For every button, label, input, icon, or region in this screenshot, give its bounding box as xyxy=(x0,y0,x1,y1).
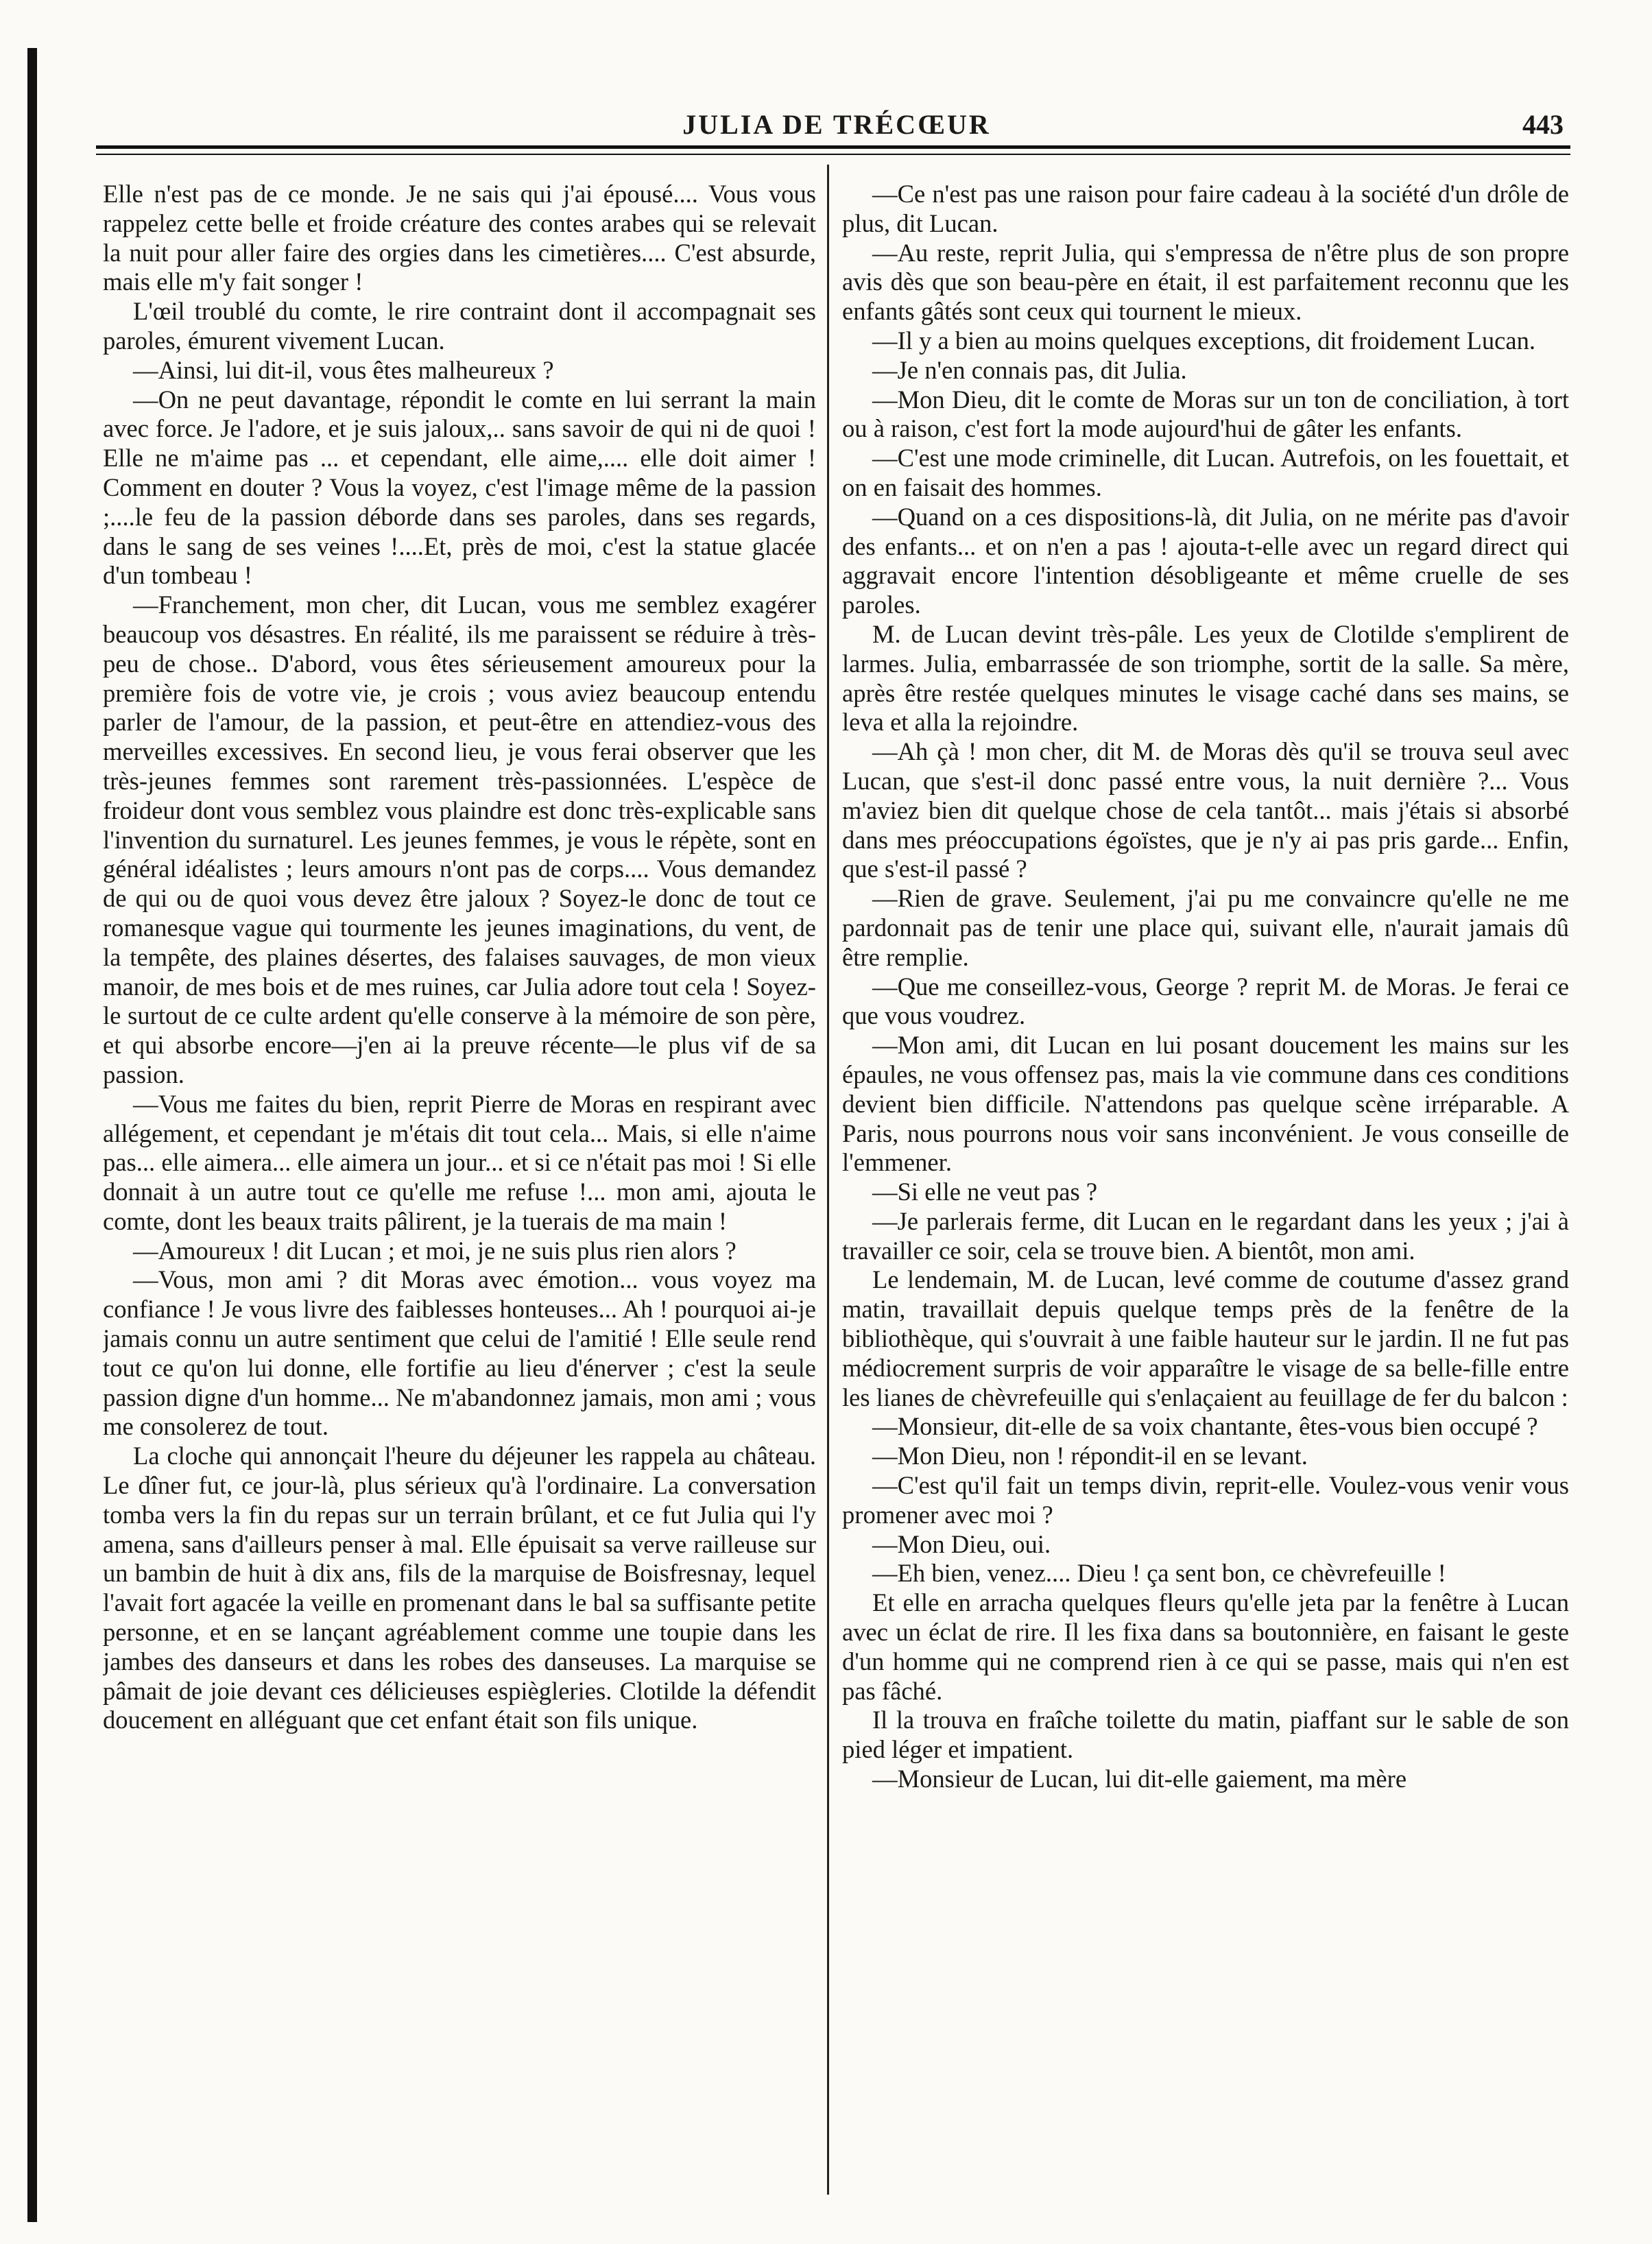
paragraph: —Au reste, reprit Julia, qui s'empressa de n'être plus de son propre avis dès que son beau-père en était, il est parfaitement reconnu que les enfants gâtés sont ceux qui tournent le mieux. xyxy=(842,238,1569,326)
running-title: JULIA DE TRÉCŒUR xyxy=(682,109,991,140)
paragraph: —Amoureux ! dit Lucan ; et moi, je ne suis plus rien alors ? xyxy=(133,1236,737,1265)
paragraph: —Mon Dieu, oui. xyxy=(872,1529,1051,1558)
running-header xyxy=(103,103,1570,144)
paragraph: Il la trouva en fraîche toilette du matin, piaffant sur le sable de son pied léger et impatient. xyxy=(842,1706,1569,1764)
scan-edge-bar xyxy=(27,48,37,2222)
paragraph: M. de Lucan devint très-pâle. Les yeux de Clotilde s'emplirent de larmes. Julia, embarrassée de son triomphe, sortit de la salle. Sa mère, après être restée quelques minutes le visage caché dans ses mains, se leva et alla la rejoindre. xyxy=(842,619,1569,737)
paragraph: Elle n'est pas de ce monde. Je ne sais qui j'ai épousé.... Vous vous rappelez cette belle et froide créature des contes arabes qui se relevait la nuit pour aller faire des orgies dans les cimetières.... C'est absurde, mais elle m'y fait songer ! xyxy=(103,180,816,296)
paragraph: Et elle en arracha quelques fleurs qu'elle jeta par la fenêtre à Lucan avec un éclat de rire. Il les fixa dans sa boutonnière, en faisant le geste d'un homme qui ne comprend rien à ce qui se passe, mais qui n'en est pas fâché. xyxy=(842,1588,1569,1705)
paragraph: —Mon ami, dit Lucan en lui posant doucement les mains sur les épaules, ne vous offensez pas, mais la vie commune dans ces conditions devient bien difficile. N'attendons pas quelque scène irréparable. A Paris, nous pourrons nous voir sans inconvénient. Je vous conseille de l'emmener. xyxy=(842,1031,1569,1177)
paragraph: —Quand on a ces dispositions-là, dit Julia, on ne mérite pas d'avoir des enfants... et on n'en a pas ! ajouta-t-elle avec un regard direct qui aggravait encore l'intention désobligeante et même cruelle de ses paroles. xyxy=(842,502,1569,619)
paragraph: —Vous, mon ami ? dit Moras avec émotion... vous voyez ma confiance ! Je vous livre des faiblesses honteuses... Ah ! pourquoi ai-je jamais connu un autre sentiment que celui de l'amitié ! Elle seule rend tout ce qu'on lui donne, elle fortifie au lieu d'énerver ; c'est la seule passion digne d'un homme... Ne m'abandonnez jamais, mon ami ; vous me consolerez de tout. xyxy=(103,1265,816,1441)
paragraph: —Je n'en connais pas, dit Julia. xyxy=(872,355,1187,384)
paragraph: —Si elle ne veut pas ? xyxy=(872,1178,1098,1206)
left-column xyxy=(103,180,816,2210)
paragraph: —Franchement, mon cher, dit Lucan, vous me semblez exagérer beaucoup vos désastres. En réalité, ils me paraissent se réduire à très-peu de chose.. D'abord, vous êtes sérieusement amoureux pour la première fois de votre vie, je crois ; vous aviez beaucoup entendu parler de l'amour, de la passion, et peut-être en attendiez-vous des merveilles excessives. En second lieu, je vous ferai observer que les très-jeunes femmes sont rarement très-passionnées. L'espèce de froideur dont vous semblez vous plaindre est donc très-explicable sans l'invention du surnaturel. Les jeunes femmes, je vous le répète, sont en général idéalistes ; leurs amours n'ont pas de corps.... Vous demandez de qui ou de quoi vous devez être jaloux ? Soyez-le donc de tout ce romanesque vague qui tourmente les jeunes imaginations, du vent, de la tempête, des plaines désertes, des falaises sauvages, de mon vieux manoir, de mes bois et de mes ruines, car Julia adore tout cela ! Soyez-le surtout de ce culte ardent qu'elle conserve à la mémoire de son père, et qui absorbe encore—j'en ai la preuve récente—le plus vif de sa passion. xyxy=(103,590,816,1088)
column-divider xyxy=(827,165,829,2195)
paragraph: L'œil troublé du comte, le rire contraint dont il accompagnait ses paroles, émurent vivement Lucan. xyxy=(103,297,816,355)
paragraph: —C'est une mode criminelle, dit Lucan. Autrefois, on les fouettait, et on en faisait des hommes. xyxy=(842,444,1569,501)
paragraph: —Eh bien, venez.... Dieu ! ça sent bon, ce chèvrefeuille ! xyxy=(872,1559,1446,1588)
paragraph: —Que me conseillez-vous, George ? reprit M. de Moras. Je ferai ce que vous voudrez. xyxy=(842,972,1569,1030)
right-column xyxy=(842,180,1569,2210)
paragraph: —Ce n'est pas une raison pour faire cadeau à la société d'un drôle de plus, dit Lucan. xyxy=(842,180,1569,237)
paragraph: —Ainsi, lui dit-il, vous êtes malheureux ? xyxy=(133,355,554,384)
header-rule-thin xyxy=(96,154,1570,155)
page-number: 443 xyxy=(1522,109,1564,140)
paragraph: —On ne peut davantage, répondit le comte en lui serrant la main avec force. Je l'adore, et je suis jaloux,.. sans savoir de qui ni de quoi ! Elle ne m'aime pas ... et cependant, elle aime,.... elle doit aimer ! Comment en douter ? Vous la voyez, c'est l'image même de la passion ;....le feu de la passion déborde dans ses paroles, dans ses regards, dans le sang de ses veines !....Et, près de moi, c'est la statue glacée d'un tombeau ! xyxy=(103,385,816,590)
paragraph: Le lendemain, M. de Lucan, levé comme de coutume d'assez grand matin, travaillait depuis quelque temps près de la fenêtre de la bibliothèque, qui s'ouvrait à une faible hauteur sur le jardin. Il ne fut pas médiocrement surpris de voir apparaître le visage de sa belle-fille entre les lianes de chèvrefeuille qui s'enlaçaient au feuillage de fer du balcon : xyxy=(842,1265,1569,1411)
paragraph: —Monsieur de Lucan, lui dit-elle gaiement, ma mère xyxy=(872,1765,1407,1793)
paragraph: —Ah çà ! mon cher, dit M. de Moras dès qu'il se trouva seul avec Lucan, que s'est-il donc passé entre vous, la nuit dernière ?... Vous m'aviez bien dit quelque chose de cela tantôt... mais j'étais si absorbé dans mes préoccupations égoïstes, que je n'y ai pas pris garde... Enfin, que s'est-il passé ? xyxy=(842,737,1569,883)
paragraph: La cloche qui annonçait l'heure du déjeuner les rappela au château. Le dîner fut, ce jour-là, plus sérieux qu'à l'ordinaire. La conversation tomba vers la fin du repas sur un terrain brûlant, et ce fut Julia qui l'y amena, sans d'ailleurs penser à mal. Elle épuisait sa verve railleuse sur un bambin de huit à dix ans, fils de la marquise de Boisfresnay, lequel l'avait fort agacée la veille en promenant dans le bal sa suffisante petite personne, et en se lançant agréablement comme une toupie dans les jambes des danseurs et dans les robes des danseuses. La marquise se pâmait de joie devant ces délicieuses espiègleries. Clotilde la défendit doucement en alléguant que cet enfant était son fils unique. xyxy=(103,1442,816,1734)
paragraph: —Mon Dieu, dit le comte de Moras sur un ton de conciliation, à tort ou à raison, c'est fort la mode aujourd'hui de gâter les enfants. xyxy=(842,385,1569,443)
paragraph: —C'est qu'il fait un temps divin, reprit-elle. Voulez-vous venir vous promener avec moi ? xyxy=(842,1471,1569,1529)
paragraph: —Vous me faites du bien, reprit Pierre de Moras en respirant avec allégement, et cependant je m'étais dit tout cela... Mais, si elle n'aime pas... elle aimera... elle aimera un jour... et si ce n'était pas moi ! Si elle donnait à un autre tout ce qu'elle me refuse !... mon ami, ajouta le comte, dont les beaux traits pâlirent, je la tuerais de ma main ! xyxy=(103,1089,816,1235)
paragraph: —Monsieur, dit-elle de sa voix chantante, êtes-vous bien occupé ? xyxy=(872,1412,1538,1441)
paragraph: —Je parlerais ferme, dit Lucan en le regardant dans les yeux ; j'ai à travailler ce soir, cela se trouve bien. A bientôt, mon ami. xyxy=(842,1206,1569,1265)
paragraph: —Il y a bien au moins quelques exceptions, dit froidement Lucan. xyxy=(872,326,1536,355)
paragraph: —Rien de grave. Seulement, j'ai pu me convaincre qu'elle ne me pardonnait pas de tenir une place qui, suivant elle, n'aurait jamais dû être remplie. xyxy=(842,884,1569,971)
header-rule-thick xyxy=(96,145,1570,149)
paragraph: —Mon Dieu, non ! répondit-il en se levant. xyxy=(872,1442,1308,1470)
